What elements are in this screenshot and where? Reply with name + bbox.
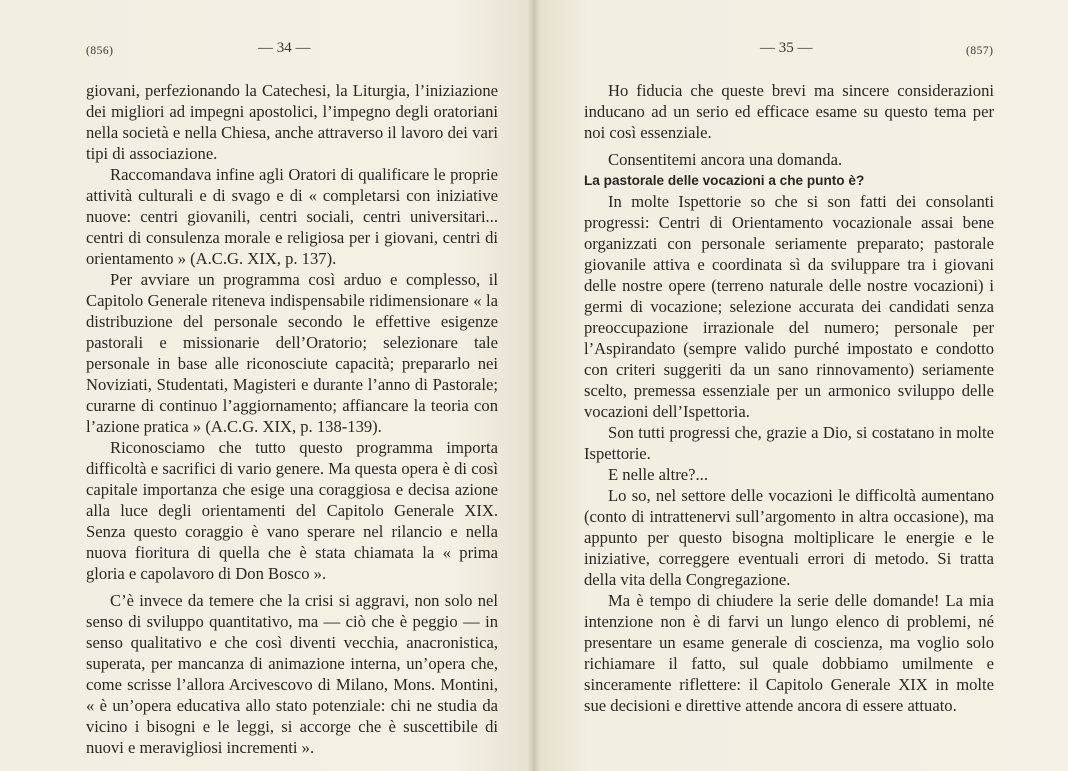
left-body-text xyxy=(86,80,498,758)
paragraph: Ho fiducia che queste brevi ma sincere considerazioni inducano ad un serio ed efficace esame su questo tema per noi così essenziale. xyxy=(584,81,994,142)
paragraph: giovani, perfezionando la Catechesi, la Liturgia, l’iniziazione dei migliori ad impegni apostolici, l’impegno degli oratoriani nella società e nella Chiesa, anche attraverso il lavoro dei vari tipi di associazione. xyxy=(86,81,498,163)
paragraph: C’è invece da temere che la crisi si aggravi, non solo nel senso di sviluppo quantitativo, ma — ciò che è peggio — in senso qualitativo e che così diventi vecchia, anacronistica, superata, per mancanza di animazione interna, un’opera che, come scrisse l’allora Arcivescovo di Milano, Mons. Montini, « è un’opera educativa allo stato potenziale: chi ne studia da vicino i bisogni e le leggi, si accorge che è suscettibile di nuovi e meravigliosi incrementi ». xyxy=(86,591,498,757)
left-folio: (856) xyxy=(86,45,114,57)
left-page-number: — 34 — xyxy=(258,40,311,56)
paragraph: Son tutti progressi che, grazie a Dio, si costatano in molte Ispettorie. xyxy=(584,423,994,463)
paragraph: Raccomandava infine agli Oratori di qualificare le proprie attività culturali e di svago e di « completarsi con iniziative nuove: centri giovanili, centri sociali, centri universitari... centri di consulenza morale e religiosa per i giovani, centri di orientamento » (A.C.G. XIX, p. 137). xyxy=(86,165,498,268)
right-page xyxy=(534,0,1068,771)
paragraph: Per avviare un programma così arduo e complesso, il Capitolo Generale riteneva indispensabile ridimensionare « la distribuzione del personale secondo le effettive esigenze pastorali e missionarie dell’Oratorio; selezionare tale personale in base alle riconosciute capacità; prepararlo nei Noviziati, Studentati, Magisteri e durante l’anno di Pastorale; curarne di continuo l’aggiornamento; affiancare la teoria con l’azione pratica » (A.C.G. XIX, p. 138-139). xyxy=(86,270,498,436)
right-folio: (857) xyxy=(966,45,994,57)
section-heading: La pastorale delle vocazioni a che punto è? xyxy=(584,173,865,188)
paragraph: Ma è tempo di chiudere la serie delle domande! La mia intenzione non è di farvi un lungo elenco di problemi, né presentare un esame generale di coscienza, ma voglio solo richiamare il fatto, sul quale dobbiamo umilmente e sinceramente riflettere: il Capitolo Generale XIX in molte sue decisioni e direttive attende ancora di essere attuato. xyxy=(584,591,994,715)
paragraph: E nelle altre?... xyxy=(608,465,708,484)
paragraph: Consentitemi ancora una domanda. xyxy=(608,150,843,169)
paragraph: Lo so, nel settore delle vocazioni le difficoltà aumentano (conto di intrattenervi sull’argomento in altra occasione), ma appunto per questo bisogna moltiplicare le energie e le iniziative, correggere eventuali errori di metodo. Si tratta della vita della Congregazione. xyxy=(584,486,994,589)
paragraph: In molte Ispettorie so che si son fatti dei consolanti progressi: Centri di Orientamento vocazionale assai bene organizzati con personale seriamente preparato; pastorale giovanile attiva e coordinata sì da sviluppare tra i giovani delle nostre opere (terreno naturale delle nostre vocazioni) i germi di vocazione; selezione accurata dei candidati senza preoccupazione irrazionale del numero; personale per l’Aspirandato (sempre valido purché impostato e condotto con criteri suggeriti da un sano rinnovamento) seriamente scelto, premessa essenziale per un armonico sviluppo delle vocazioni dell’Ispettoria. xyxy=(584,192,994,421)
paragraph: Riconosciamo che tutto questo programma importa difficoltà e sacrifici di vario genere. Ma questa opera è di così capitale importanza che esige una coraggiosa e decisa azione alla luce degli orientamenti del Capitolo Generale XIX. Senza questo coraggio è vano sperare nel rilancio e nella nuova fioritura di quella che è stata chiamata la « prima gloria e capolavoro di Don Bosco ». xyxy=(86,438,498,583)
right-body-text xyxy=(584,80,994,716)
book-gutter xyxy=(528,0,540,771)
right-page-number: — 35 — xyxy=(760,40,813,56)
